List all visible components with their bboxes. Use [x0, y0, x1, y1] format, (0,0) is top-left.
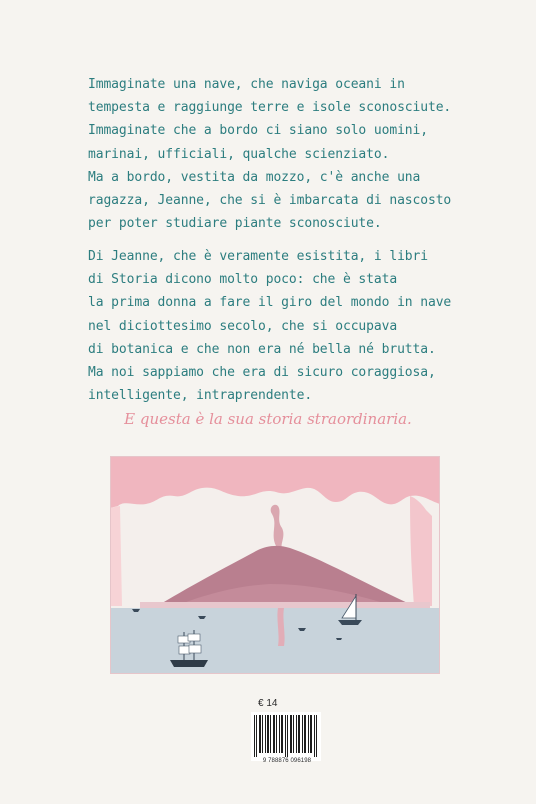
blurb-line: Ma noi sappiamo che era di sicuro coraggiosa,	[88, 365, 436, 381]
price-label: € 14	[258, 698, 278, 709]
blurb-line: nel diciottesimo secolo, che si occupava	[88, 318, 398, 334]
coastline-town	[140, 602, 430, 608]
small-boat-icon	[336, 638, 342, 640]
volcano-bay-illustration	[110, 456, 440, 674]
blurb-line: la prima donna a fare il giro del mondo in nave	[88, 295, 452, 311]
blurb-line: Ma a bordo, vestita da mozzo, c'è anche una	[88, 169, 421, 185]
barcode-icon	[251, 712, 321, 758]
blurb-line: tempesta e raggiunge terre e isole sconosciute.	[88, 100, 452, 116]
sea	[110, 608, 440, 674]
blurb-line: di botanica e che non era né bella né brutta.	[88, 341, 436, 357]
blurb-line: per poter studiare piante sconosciute.	[88, 216, 382, 232]
blurb-line: intelligente, intraprendente.	[88, 388, 313, 404]
blurb-line: ragazza, Jeanne, che si è imbarcata di nascosto	[88, 193, 452, 209]
blurb-paragraph-1	[88, 73, 508, 235]
blurb-line: Di Jeanne, che è veramente esistita, i libri	[88, 249, 428, 264]
cloud-left	[110, 506, 122, 606]
tagline: E questa è la sua storia straordinaria.	[124, 410, 412, 428]
blurb-line: Immaginate una nave, che naviga oceani in	[88, 77, 405, 92]
isbn-digits: 9 788876 096198	[262, 758, 312, 764]
blurb-line: di Storia dicono molto poco: che è stata	[88, 272, 398, 288]
blurb-paragraph-2	[88, 245, 508, 407]
barcode-panel	[251, 712, 321, 761]
blurb-line: marinai, ufficiali, qualche scienziato.	[88, 146, 390, 162]
blurb-line: Immaginate che a bordo ci siano solo uomini,	[88, 123, 428, 139]
